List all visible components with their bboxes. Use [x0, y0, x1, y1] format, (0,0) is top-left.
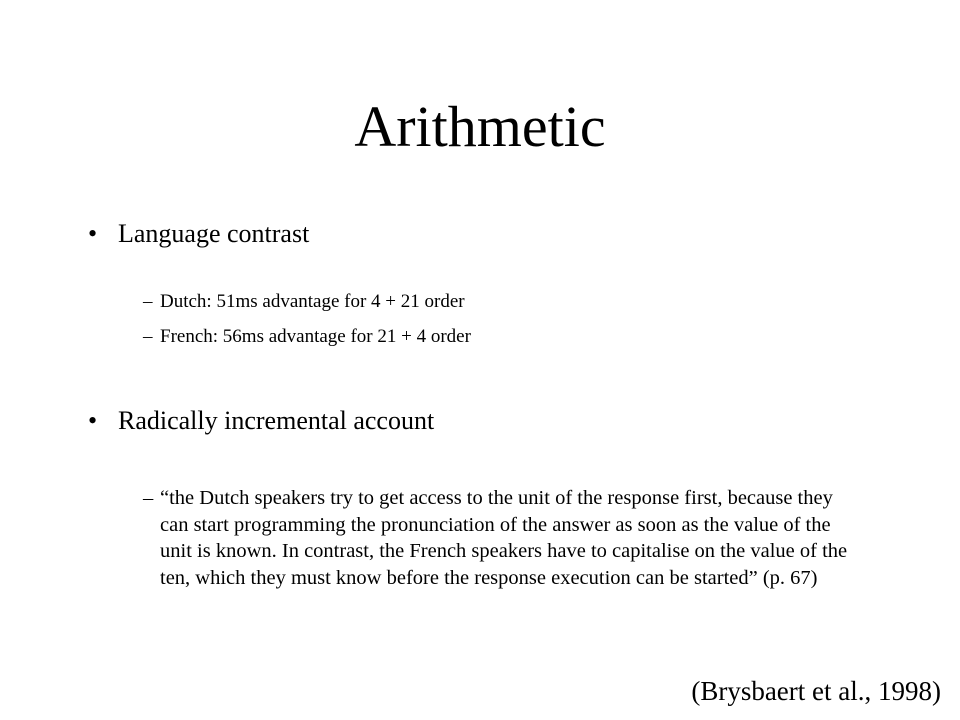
bullet-text: Radically incremental account: [118, 406, 435, 435]
subitem-text: Dutch: 51ms advantage for 4 + 21 order: [160, 291, 465, 312]
dash-icon: –: [143, 487, 154, 509]
slide-title: Arithmetic: [354, 94, 606, 159]
dash-icon: –: [143, 291, 153, 312]
subitem-dutch: [143, 290, 465, 314]
subitem-french: [143, 325, 471, 349]
bullet-text: Language contrast: [118, 219, 310, 248]
bullet-language-contrast: [88, 219, 309, 249]
bullet-icon: •: [88, 406, 98, 435]
bullet-incremental-account: [88, 406, 434, 436]
subitem-text: French: 56ms advantage for 21 + 4 order: [160, 326, 471, 347]
bullet-icon: •: [88, 219, 98, 248]
dash-icon: –: [143, 326, 153, 347]
citation: (Brysbaert et al., 1998): [691, 676, 941, 706]
quote-subitem: [143, 485, 863, 591]
quote-text: “the Dutch speakers try to get access to the unit of the response first, because they can start programming the pronunciation of the answer as soon as the value of the unit is known. In contrast, the French speakers have to capitalise on the value of the ten, which they must know before the response execution can be started” (p. 67): [160, 487, 848, 589]
